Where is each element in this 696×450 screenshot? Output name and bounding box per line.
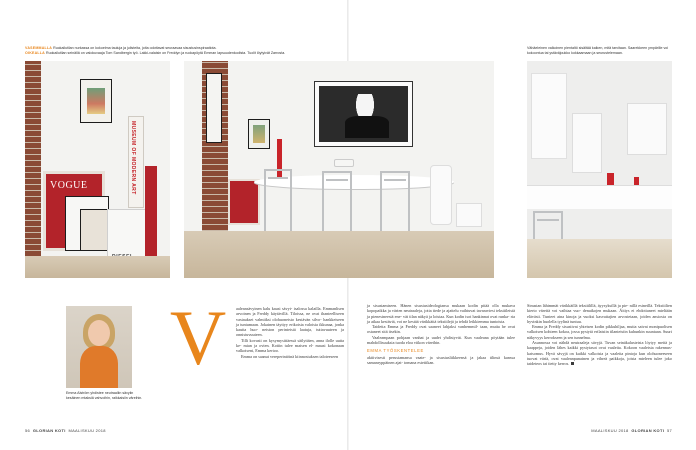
caption-text: Ruokailutilan seinällä on valokuvaaja Tom Sandbergin työ. Lakki-valaisin on Freddyn ja ruokapöytä Emman lapsuudenkodista. Tuolit löytyivät Zarrosta. bbox=[45, 51, 286, 55]
portrait-photo bbox=[66, 306, 132, 388]
magazine-name: GLORIAN KOTI bbox=[631, 428, 665, 433]
paragraph: Taidetta Emma ja Freddy ovat saaneet lahjaksi vanhemmil- taan, mutta he ovat ostaneet sitä itsekin. bbox=[367, 324, 515, 335]
stool bbox=[456, 203, 482, 227]
paragraph: Emma ja Freddy sisustivat yhteisen kodin pikkuhiljaa, mutta saivat monipuolisen valkoisen kohteen kokoa, jossa pystytä erilaisiin tilanteisiin kuhunkin suuntaan. Suuri näkyvyys kerrokseen ja sen tunnelma. bbox=[527, 324, 672, 340]
photo-kitchen bbox=[527, 61, 672, 278]
paragraph: Vaaleampaan pohjaan vanhat ja uudet yhdistyvät. Kun vaaleana pöytään tulee mahdollisuuksia tuoda eloa viikon väreihin. bbox=[367, 334, 515, 346]
framed-picture bbox=[80, 209, 110, 251]
wood-floor bbox=[25, 256, 170, 278]
framed-print bbox=[80, 79, 112, 123]
framed-poster-red bbox=[228, 179, 260, 225]
paragraph: Sinustan lähimmät värikkäillä tekstiilillä, äyysyksillä ja pie- nillä esineillä. Tekstiilien kierto väreitä voi vaihtaa vuo- denaikojen mukaan. Äitiys ei ehdottaneet mieltään elävästi. Tunteet aina kinoja ja vuoksi kasvattajien arvostetaan, joiden ansiosta on hyvinkin huolella tyylinä tuntuu. bbox=[527, 303, 672, 324]
article-column-1 bbox=[164, 294, 344, 381]
moma-poster: MUSEUM OF MODERN ART bbox=[128, 116, 144, 208]
photo-caption-left bbox=[25, 46, 345, 56]
vase bbox=[334, 159, 354, 167]
tall-frame bbox=[206, 73, 222, 143]
paragraph: aktiivisesti perustamansa vaate- ja sisustusliikkeensä ja jakaa tilinsä kanssa samanryppäinen ajat- tomana estetiikan. bbox=[367, 354, 515, 365]
article-column-2 bbox=[367, 303, 515, 365]
red-item bbox=[634, 177, 639, 185]
folio-right bbox=[591, 428, 672, 433]
photo-dining-room bbox=[184, 61, 494, 278]
red-kettle bbox=[607, 173, 614, 185]
paragraph: Emma on saanut vereperintöinä kiinnostuksen taloteeseen bbox=[241, 353, 339, 359]
photo-caption-right bbox=[527, 46, 672, 56]
chair bbox=[264, 169, 292, 239]
drop-cap: V bbox=[169, 294, 227, 381]
issue-date: MAALISKUU 2018 bbox=[68, 428, 106, 433]
vogue-poster: VOGUE bbox=[43, 171, 105, 251]
portrait-caption: Emma Alström yhdistee neutraaliin sävyiin kesäinen mtaksiä vahvoihin, raikkaisiin väreihin. bbox=[66, 391, 143, 400]
folio-left bbox=[25, 428, 106, 433]
sandberg-photograph bbox=[315, 82, 412, 146]
paragraph: aaleansävyinen kalu kausi sävyt- isalossa kalailla. Emmanlisen arvoinen ja Freddy käytävillä. Tiloissa, ne ovat ihanteelliseen vastaukset valmiiksi olohuoneisto kestävän silvo- hankkeiseen ja tuntumaan. Jokainen täyttyy erikoisia valoisia ikkunaa, jonka kautta huo- neiston perinteisiä laatuja, tuttavuuteen ja onnistuvuuteen. bbox=[236, 306, 344, 338]
end-mark bbox=[571, 362, 574, 365]
white-cabinet bbox=[430, 165, 452, 225]
wood-floor bbox=[527, 239, 672, 278]
brick-wall bbox=[25, 61, 41, 256]
caption-text: Ruokailutilan nurkassa on kokoelma tauluja ja julisteita, joita odottavat seuraavaa sisustusinspiraatiota. bbox=[53, 46, 217, 50]
issue-date: MAALISKUU 2018 bbox=[591, 428, 629, 433]
window bbox=[531, 73, 567, 159]
page-number: 56 bbox=[25, 428, 31, 433]
magazine-name: GLORIAN KOTI bbox=[32, 428, 66, 433]
small-frame bbox=[248, 119, 270, 149]
paragraph: Asunnossa voi nähdä neutraaleja sävyjä. Tuvan seinäkalusteista löytyy meitä ja kaappeja, joiden lähes kaikki pystytasot ovat vaaleita. Kokoon vaaleista rakennus- katsomus. Hyvä sävyjä on kaikki valkoisia ja vaaleita pintoja kun olohuoneeseen tuovat väriä, ovat vaaleanpunainen ja vihreä paikkoja, joista mieleen tulee joko taideteos tai tietty kerros. bbox=[527, 340, 672, 367]
page-number: 57 bbox=[666, 428, 672, 433]
kitchen-shelf bbox=[572, 113, 602, 173]
kitchen-island bbox=[527, 185, 672, 209]
paragraph: ja sisustamiseen. Hänen sisustusideologiansa mukaan kodin pitää olla mukava kopopaikka ja värien neutraaleja, jotta tiede ja ajattelu vaihtuvat tavaraviesi tekstiileistä ja pienesineestä ene- vät tilan näkyä ja loistaa. Kun kodin isot hankinnat ovat runka- ria ja aikaa kestäviä, voi ne kestää värikkäitä tekstiilejä ja tehdä leikkiemma tuntoista. bbox=[367, 303, 515, 324]
upper-cabinets bbox=[627, 103, 667, 155]
caption-keyword: VASEMMALLA bbox=[25, 46, 53, 50]
photo-art-corner bbox=[25, 61, 170, 278]
subheading: EMMA TYÖSKENTELEE bbox=[367, 348, 424, 354]
wood-floor bbox=[184, 231, 494, 278]
caption-keyword: OIKEALLA bbox=[25, 51, 45, 55]
paragraph: Tilli kovasti on kysymysittäessä säilyttäen, anna ilolle uutta ke- mian ja ovien. Kotiin tulee maisen el- mausi kokonaan valkoiseni, Emma kertoo. bbox=[236, 337, 344, 354]
caption-text: Vähäeleinen valkoinen pientaltö sisältää kaiken, mitä tarvitaan. Saarekkeen ympärille voi kokoontua tai ystäväjoukko kokkaamaan ja seurustelemaan. bbox=[527, 46, 669, 55]
article-column-3 bbox=[527, 303, 672, 367]
